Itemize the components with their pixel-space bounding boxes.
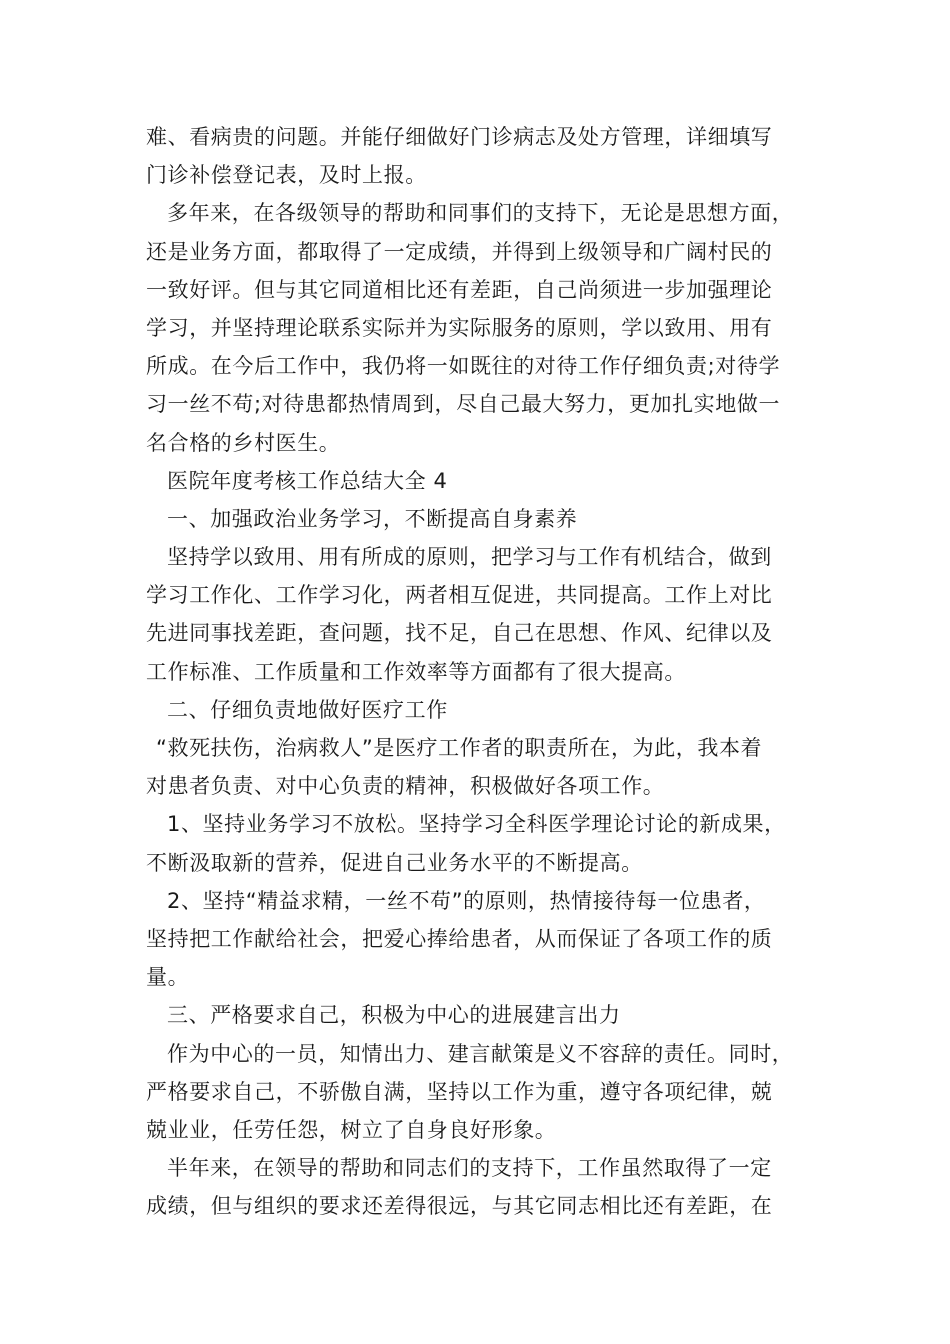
text-line: 三、严格要求自己，积极为中心的进展建言出力 [167, 1003, 621, 1028]
text-line: 二、仔细负责地做好医疗工作 [167, 697, 448, 722]
text-line: 1、坚持业务学习不放松。坚持学习全科医学理论讨论的新成果， [167, 812, 786, 837]
text-line: 多年来，在各级领导的帮助和同事们的支持下，无论是思想方面， [167, 201, 794, 226]
text-line: 所成。在今后工作中，我仍将一如既往的对待工作仔细负责;对待学 [146, 354, 781, 379]
text-line: 不断汲取新的营养，促进自己业务水平的不断提高。 [146, 850, 643, 875]
text-line: 门诊补偿登记表，及时上报。 [146, 163, 427, 188]
text-line: 坚持把工作献给社会，把爱心捧给患者，从而保证了各项工作的质 [146, 926, 773, 951]
text-line: 工作标准、工作质量和工作效率等方面都有了很大提高。 [146, 659, 686, 684]
text-line: 坚持学以致用、用有所成的原则，把学习与工作有机结合，做到 [167, 545, 772, 570]
text-line: 名合格的乡村医生。 [146, 430, 341, 455]
text-line: 严格要求自己，不骄傲自满，坚持以工作为重，遵守各项纪律，兢 [146, 1079, 773, 1104]
text-line: 一致好评。但与其它同道相比还有差距，自己尚须进一步加强理论 [146, 277, 773, 302]
text-line: 习一丝不苟;对待患都热情周到，尽自己最大努力，更加扎实地做一 [146, 392, 781, 417]
text-line: 还是业务方面，都取得了一定成绩，并得到上级领导和广阔村民的 [146, 239, 773, 264]
text-line: 学习工作化、工作学习化，两者相互促进，共同提高。工作上对比 [146, 583, 773, 608]
text-line: 成绩，但与组织的要求还差得很远，与其它同志相比还有差距，在 [146, 1194, 773, 1219]
text-line: 量。 [146, 965, 190, 990]
text-line: 作为中心的一员，知情出力、建言献策是义不容辞的责任。同时， [167, 1041, 794, 1066]
text-line: 2、坚持“精益求精，一丝不苟”的原则，热情接待每一位患者， [167, 888, 766, 913]
text-line: 学习，并坚持理论联系实际并为实际服务的原则，学以致用、用有 [146, 315, 773, 340]
text-line: 兢业业，任劳任怨，树立了自身良好形象。 [146, 1117, 557, 1142]
text-line: 难、看病贵的问题。并能仔细做好门诊病志及处方管理，详细填写 [146, 125, 773, 149]
text-line: 先进同事找差距，查问题，找不足，自己在思想、作风、纪律以及 [146, 621, 773, 646]
text-line: 一、加强政治业务学习，不断提高自身素养 [167, 506, 578, 531]
text-line: 半年来，在领导的帮助和同志们的支持下，工作虽然取得了一定 [167, 1156, 772, 1181]
text-line: 对患者负责、对中心负责的精神，积极做好各项工作。 [146, 774, 665, 799]
text-line: “救死扶伤，治病救人”是医疗工作者的职责所在，为此，我本着 [156, 736, 763, 760]
document-body [146, 118, 810, 1225]
text-line: 医院年度考核工作总结大全 4 [167, 468, 448, 493]
